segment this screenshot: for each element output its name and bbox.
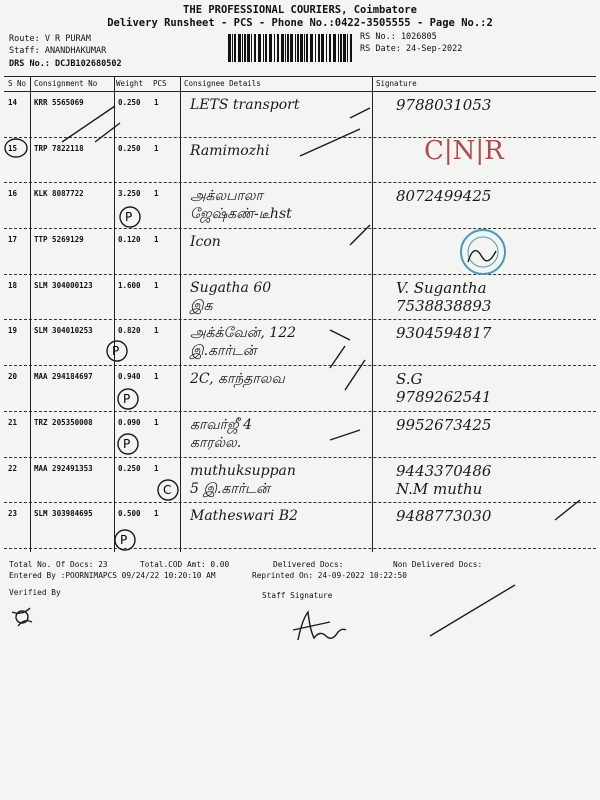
- signature-text: S.G 9789262541: [396, 370, 492, 407]
- runsheet-table: [4, 76, 596, 549]
- col-signature: Signature: [376, 79, 417, 88]
- signature-text: 9304594817: [396, 324, 492, 343]
- verified-by-label: Verified By: [9, 588, 61, 597]
- consignee-details: Icon: [190, 234, 221, 251]
- row-pcs: 1: [154, 463, 159, 473]
- non-delivered-docs: Non Delivered Docs:: [393, 560, 483, 569]
- col-consignment: Consignment No: [34, 79, 98, 88]
- consignee-details: LETS transport: [190, 97, 300, 113]
- row-weight: 0.250: [118, 463, 141, 473]
- table-row: [4, 135, 596, 184]
- row-consignment-no: TTP 5269129: [34, 235, 84, 245]
- row-pcs: 1: [154, 509, 159, 519]
- entered-by: Entered By :POORNIMAPCS 09/24/22 10:20:10 AM: [9, 571, 216, 580]
- row-consignment-no: TRZ 205350008: [34, 417, 93, 427]
- row-pcs: 1: [154, 326, 159, 336]
- svg-text:P: P: [123, 437, 131, 451]
- row-consignment-no: MAA 292491353: [34, 463, 93, 473]
- staff-label: Staff: ANANDHAKUMAR: [9, 46, 107, 56]
- consignee-details: Sugatha 60 இக: [190, 279, 272, 314]
- svg-text:P: P: [125, 210, 133, 224]
- row-sno: 23: [8, 509, 18, 519]
- row-weight: 0.120: [118, 235, 141, 245]
- consignee-details: 2C, காந்தாலவ: [190, 371, 285, 388]
- verified-signature-icon: [12, 608, 32, 626]
- table-row: [4, 320, 596, 366]
- signature-text: 9952673425: [396, 415, 492, 434]
- row-consignment-no: SLM 303984695: [34, 509, 93, 519]
- consignee-details: muthuksuppan 5 இ.கார்டன்: [190, 462, 296, 497]
- signature-text: C|N|R: [424, 135, 504, 166]
- row-weight: 0.090: [118, 417, 141, 427]
- table-row: [4, 458, 596, 504]
- row-sno: 19: [8, 326, 18, 336]
- barcode-image: [228, 34, 353, 62]
- row-pcs: 1: [154, 189, 159, 199]
- col-sno: S No: [8, 79, 27, 88]
- total-docs: Total No. Of Docs: 23: [9, 560, 108, 569]
- route-label: Route: V R PURAM: [9, 34, 91, 44]
- col-pcs: PCS: [153, 79, 167, 88]
- row-consignment-no: SLM 304000123: [34, 280, 93, 290]
- table-row: [4, 503, 596, 549]
- row-sno: 20: [8, 372, 18, 382]
- row-sno: 22: [8, 463, 18, 473]
- row-weight: 0.250: [118, 98, 141, 107]
- signature-text: 8072499425: [396, 187, 492, 206]
- signature-text: 9443370486 N.M muthu: [396, 461, 492, 498]
- signature-text: V. Sugantha 7538838893: [396, 278, 492, 315]
- company-title: THE PROFESSIONAL COURIERS, Coimbatore: [183, 4, 417, 16]
- table-row: [4, 183, 596, 229]
- reprinted-on: Reprinted On: 24-09-2022 10:22:50: [252, 571, 407, 580]
- row-weight: 3.250: [118, 189, 141, 199]
- row-pcs: 1: [154, 280, 159, 290]
- row-sno: 16: [8, 189, 18, 199]
- staff-signature-label: Staff Signature: [262, 591, 333, 600]
- runsheet-title: Delivery Runsheet - PCS - Phone No.:0422-3505555 - Page No.:2: [107, 17, 493, 29]
- row-consignment-no: TRP 7822118: [34, 143, 84, 153]
- table-body: [4, 92, 596, 549]
- staff-signature-icon: [293, 612, 346, 640]
- signature-text: 9788031053: [396, 96, 492, 114]
- row-sno: 21: [8, 417, 18, 427]
- row-sno: 14: [8, 98, 18, 107]
- consignee-details: அக்க்வேன், 122 இ.கார்டன்: [190, 325, 297, 360]
- row-weight: 0.500: [118, 509, 141, 519]
- svg-text:P: P: [120, 533, 128, 547]
- table-row: [4, 92, 596, 138]
- rs-date: RS Date: 24-Sep-2022: [360, 44, 463, 54]
- col-weight: Weight: [116, 79, 144, 88]
- row-consignment-no: SLM 304010253: [34, 326, 93, 336]
- table-row: [4, 275, 596, 321]
- svg-text:P: P: [112, 344, 120, 358]
- table-row: [4, 412, 596, 458]
- table-row: [4, 229, 596, 275]
- row-sno: 15: [8, 143, 18, 153]
- rs-number: RS No.: 1026805: [360, 32, 437, 42]
- table-row: [4, 366, 596, 412]
- drs-label: DRS No.: DCJB102680502: [9, 59, 122, 69]
- row-weight: 0.940: [118, 372, 141, 382]
- row-weight: 1.600: [118, 280, 141, 290]
- row-consignment-no: KRR 5565069: [34, 98, 84, 107]
- col-consignee: Consignee Details: [184, 79, 261, 88]
- consignee-details: அக்லபாலா ஜேஷ்கண்-டீhst: [190, 188, 292, 223]
- row-pcs: 1: [154, 143, 159, 153]
- row-pcs: 1: [154, 417, 159, 427]
- row-consignment-no: KLK 8087722: [34, 189, 84, 199]
- consignee-details: Ramimozhi: [190, 142, 270, 159]
- svg-text:P: P: [123, 392, 131, 406]
- total-cod: Total.COD Amt: 0.00: [140, 560, 230, 569]
- row-sno: 18: [8, 280, 18, 290]
- consignee-details: காவர்ஜீ 4 காரல்ல.: [190, 416, 253, 451]
- row-consignment-no: MAA 294184697: [34, 372, 93, 382]
- svg-text:C: C: [163, 483, 172, 497]
- signature-text: 9488773030: [396, 507, 492, 526]
- row-weight: 0.250: [118, 143, 141, 153]
- row-pcs: 1: [154, 372, 159, 382]
- table-header: [4, 76, 596, 92]
- row-pcs: 1: [154, 235, 159, 245]
- row-pcs: 1: [154, 98, 159, 107]
- consignee-details: Matheswari B2: [190, 508, 298, 525]
- row-sno: 17: [8, 235, 18, 245]
- row-weight: 0.820: [118, 326, 141, 336]
- delivered-docs: Delivered Docs:: [273, 560, 344, 569]
